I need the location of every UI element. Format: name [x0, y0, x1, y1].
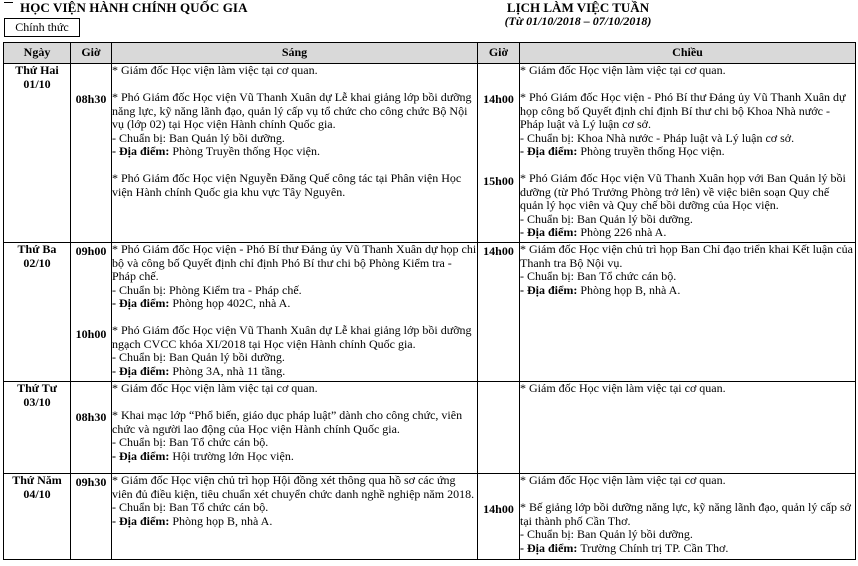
morning-item-text: * Phó Giám đốc Học viện - Phó Bí thư Đảng ủy Vũ Thanh Xuân dự họp chi bộ và công bố Quyết định chỉ định Phó Bí thư chi bộ Phòng Kiểm tra - Pháp chế.	[112, 242, 477, 283]
afternoon-general-note: * Giám đốc Học viện làm việc tại cơ quan.	[520, 473, 726, 487]
day-name: Thứ Năm	[12, 473, 62, 487]
morning-item-prep	[112, 501, 477, 515]
morning-item-text: * Phó Giám đốc Học viện Vũ Thanh Xuân dự Lễ khai giảng lớp bồi dưỡng năng lực, kỹ năng lãnh đạo, quản lý cấp vụ tổ chức cho công chức Bộ Nội vụ (lớp 02) tại Học viện Hành chính Quốc gia.	[112, 90, 472, 131]
venue-label: - Địa điểm:	[520, 540, 581, 555]
prep-value: Ban Quản lý bồi dưỡng.	[169, 130, 285, 145]
venue-label: - Địa điểm:	[112, 513, 173, 528]
prep-value: Ban Tổ chức cán bộ.	[577, 269, 677, 283]
morning-content-cell	[112, 243, 478, 382]
afternoon-item-text: * Giám đốc Học viện chủ trì họp Ban Chỉ đạo triển khai Kết luận của Thanh tra Bộ Nội vụ.	[520, 242, 853, 270]
morning-general-note: * Giám đốc Học viện làm việc tại cơ quan.	[112, 381, 318, 395]
day-date: 02/10	[23, 255, 51, 270]
morning-item-venue	[112, 515, 477, 529]
afternoon-time-cell	[478, 243, 520, 382]
prep-label: - Chuẩn bị:	[520, 130, 577, 145]
morning-item-text: * Giám đốc Học viện chủ trì họp Hội đồng xét thông qua hồ sơ các ứng viên đủ điều kiện, tiêu chuẩn xét chuyển chức danh nghề nghiệp năm 2018.	[112, 473, 475, 501]
spacer	[112, 159, 477, 173]
morning-content-cell	[112, 382, 478, 474]
day-date: 01/10	[23, 76, 51, 91]
spacer	[520, 488, 855, 502]
morning-time: 10h00	[75, 327, 107, 341]
afternoon-content-cell	[520, 243, 856, 382]
afternoon-item-venue	[520, 542, 855, 556]
afternoon-content-cell	[520, 474, 856, 560]
day-cell	[4, 243, 71, 382]
venue-label: - Địa điểm:	[520, 144, 581, 158]
spacer	[112, 311, 477, 325]
day-cell	[4, 474, 71, 560]
venue-value: Phòng họp B, nhà A.	[172, 513, 273, 528]
afternoon-time: 14h00	[483, 92, 514, 106]
spacer	[112, 78, 477, 92]
afternoon-time: 14h00	[483, 244, 514, 258]
afternoon-item-text: * Phó Giám đốc Học viện - Phó Bí thư Đảng ủy Vũ Thanh Xuân dự họp công bố Quyết định chỉ định Bí thư chi bộ Khoa Nhà nước - Pháp luật và Lý luận cơ sở.	[520, 90, 846, 131]
venue-value: Trường Chính trị TP. Cần Thơ.	[580, 540, 729, 555]
prep-value: Khoa Nhà nước - Pháp luật và Lý luận cơ sở.	[577, 130, 795, 145]
prep-label: - Chuẩn bị:	[520, 211, 577, 226]
morning-time-cell	[71, 64, 112, 243]
afternoon-item-venue	[520, 226, 855, 240]
afternoon-item-prep	[520, 213, 855, 227]
venue-value: Phòng Truyền thống Học viện.	[172, 144, 321, 158]
prep-value: Ban Tổ chức cán bộ.	[169, 435, 269, 449]
afternoon-time: 14h00	[483, 502, 514, 516]
prep-label: - Chuẩn bị:	[520, 269, 577, 283]
afternoon-content-cell	[520, 64, 856, 243]
col-header-time-morning: Giờ	[71, 43, 112, 64]
morning-content-cell	[112, 64, 478, 243]
prep-value: Ban Quản lý bồi dưỡng.	[577, 527, 693, 541]
day-date: 03/10	[23, 394, 51, 409]
morning-general-note: * Giám đốc Học viện làm việc tại cơ quan.	[112, 63, 318, 77]
prep-label: - Chuẩn bị:	[112, 500, 169, 514]
afternoon-general-note: * Giám đốc Học viện làm việc tại cơ quan.	[520, 381, 726, 395]
venue-value: Phòng 3A, nhà 11 tầng.	[172, 363, 286, 378]
venue-label: - Địa điểm:	[112, 144, 173, 158]
schedule-table	[3, 42, 856, 560]
date-range: (Từ 01/10/2018 – 07/10/2018)	[504, 14, 652, 28]
prep-label: - Chuẩn bị:	[112, 350, 169, 364]
morning-item-venue	[112, 365, 477, 379]
day-name: Thứ Tư	[17, 381, 57, 395]
spacer	[520, 159, 855, 173]
morning-time-cell	[71, 382, 112, 474]
day-name: Thứ Hai	[15, 63, 59, 77]
organization-name: HỌC VIỆN HÀNH CHÍNH QUỐC GIA	[20, 0, 248, 15]
afternoon-general-note: * Giám đốc Học viện làm việc tại cơ quan.	[520, 63, 726, 77]
afternoon-time-cell	[478, 382, 520, 474]
afternoon-time-cell	[478, 64, 520, 243]
venue-value: Phòng họp B, nhà A.	[580, 282, 681, 297]
prep-label: - Chuẩn bị:	[520, 527, 577, 541]
afternoon-time: 15h00	[483, 174, 514, 188]
header-row	[4, 43, 856, 64]
prep-value: Phòng Kiểm tra - Pháp chế.	[169, 282, 302, 297]
afternoon-item-prep	[520, 270, 855, 284]
venue-label: - Địa điểm:	[112, 448, 173, 463]
col-header-day: Ngày	[4, 43, 71, 64]
prep-value: Ban Quản lý bồi dưỡng.	[577, 211, 693, 226]
status-box: Chính thức	[4, 18, 80, 37]
morning-time: 08h30	[75, 92, 107, 106]
afternoon-content-cell	[520, 382, 856, 474]
col-header-time-afternoon: Giờ	[478, 43, 520, 64]
spacer	[112, 396, 477, 410]
afternoon-item-venue	[520, 145, 855, 159]
morning-item-prep	[112, 284, 477, 298]
venue-label: - Địa điểm:	[112, 363, 173, 378]
afternoon-item-text: * Phó Giám đốc Học viện Vũ Thanh Xuân họp với Ban Quản lý bồi dưỡng (từ Phó Trưởng Phòng trở lên) về việc biên soạn Quy chế quản lý học viên và Quy chế bồi dưỡng của Học viện.	[520, 171, 846, 212]
page-title: LỊCH LÀM VIỆC TUẦN	[506, 0, 650, 15]
afternoon-item-prep	[520, 132, 855, 146]
morning-time: 08h30	[75, 410, 107, 424]
prep-value: Ban Quản lý bồi dưỡng.	[169, 350, 285, 364]
day-cell	[4, 382, 71, 474]
day-cell	[4, 64, 71, 243]
morning-item-text: * Phó Giám đốc Học viện Nguyễn Đăng Quế công tác tại Phân viện Học viện Hành chính Quốc gia khu vực Tây Nguyên.	[112, 171, 462, 199]
morning-item-prep	[112, 132, 477, 146]
venue-value: Hội trường lớn Học viện.	[172, 448, 294, 463]
afternoon-item-text: * Bế giảng lớp bồi dưỡng năng lực, kỹ năng lãnh đạo, quản lý cấp sở tại thành phố Cần Thơ.	[520, 500, 851, 528]
day-row	[4, 382, 856, 474]
morning-time-cell	[71, 474, 112, 560]
venue-label: - Địa điểm:	[520, 282, 581, 297]
prep-label: - Chuẩn bị:	[112, 130, 169, 145]
afternoon-time-cell	[478, 474, 520, 560]
morning-item-text: * Khai mạc lớp “Phổ biến, giáo dục pháp luật” dành cho công chức, viên chức và người lao động của Học viện Hành chính Quốc gia.	[112, 408, 463, 436]
day-date: 04/10	[23, 486, 51, 501]
venue-label: - Địa điểm:	[112, 296, 173, 310]
venue-value: Phòng họp 402C, nhà A.	[172, 296, 291, 310]
morning-item-prep	[112, 436, 477, 450]
prep-label: - Chuẩn bị:	[112, 435, 169, 449]
morning-item-venue	[112, 450, 477, 464]
morning-time: 09h30	[75, 475, 107, 489]
prep-label: - Chuẩn bị:	[112, 282, 169, 297]
venue-value: Phòng 226 nhà A.	[580, 225, 667, 239]
day-row	[4, 64, 856, 243]
morning-time-cell	[71, 243, 112, 382]
morning-item-text: * Phó Giám đốc Học viện Vũ Thanh Xuân dự Lễ khai giảng lớp bồi dưỡng ngạch CVCC khóa XI/2018 tại Học viện Hành chính Quốc gia.	[112, 323, 472, 351]
venue-value: Phòng truyền thống Học viện.	[580, 144, 725, 158]
day-row	[4, 474, 856, 560]
morning-content-cell	[112, 474, 478, 560]
corner-mark	[4, 2, 13, 3]
afternoon-item-prep	[520, 528, 855, 542]
morning-item-venue	[112, 145, 477, 159]
morning-time: 09h00	[75, 244, 107, 258]
col-header-morning: Sáng	[112, 43, 478, 64]
morning-item-prep	[112, 351, 477, 365]
col-header-afternoon: Chiều	[520, 43, 856, 64]
morning-item-venue	[112, 297, 477, 311]
afternoon-item-venue	[520, 284, 855, 298]
venue-label: - Địa điểm:	[520, 225, 581, 239]
spacer	[520, 78, 855, 92]
day-name: Thứ Ba	[17, 242, 57, 256]
prep-value: Ban Tổ chức cán bộ.	[169, 500, 269, 514]
day-row	[4, 243, 856, 382]
